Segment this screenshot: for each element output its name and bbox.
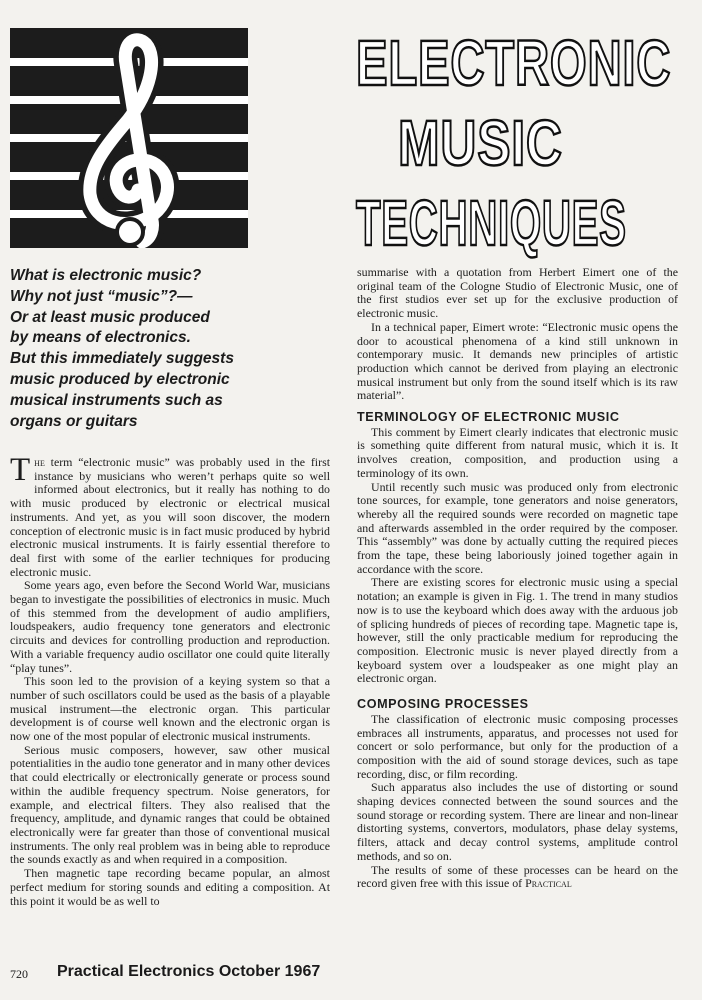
paragraph-text: The results of some of these processes can be heard on the record given free with this issue of: [357, 862, 678, 891]
title-line-1: ELECTRONIC: [356, 27, 672, 99]
section-heading: TERMINOLOGY OF ELECTRONIC MUSIC: [357, 410, 620, 425]
section-heading: COMPOSING PROCESSES: [357, 697, 529, 712]
left-column: [10, 452, 330, 908]
body-paragraph: This comment by Eimert clearly indicates that electronic music is something quite different from natural music, which it is. It involves creation, composition, and production using a terminology of its own.: [357, 424, 678, 480]
lead-in: he: [34, 455, 45, 469]
standfirst-line: Or at least music produced: [10, 308, 210, 326]
body-paragraph: In a technical paper, Eimert wrote: “Electronic music opens the door to acoustical phenomena of a kind still unknown in contemporary music. It demands new principles of artistic production which cannot be derived from playing an electronic musical instrument but only from the sound itself which is its raw material”.: [357, 319, 678, 403]
body-paragraph: [10, 452, 330, 579]
standfirst: [10, 266, 340, 432]
standfirst-line: musical instruments such as: [10, 391, 223, 409]
standfirst-line: by means of electronics.: [10, 329, 191, 347]
standfirst-line: Why not just “music”?—: [10, 287, 193, 305]
body-paragraph: This soon led to the provision of a keying system so that a number of such oscillators could be used as the basis of a playable musical instrument—the electronic organ. This particular development is of course well known and the electronic organ is now one of the most popular of electronic musical instruments.: [10, 674, 330, 744]
footer-masthead: Practical Electronics October 1967: [57, 963, 321, 980]
drop-cap: T: [10, 452, 31, 488]
body-paragraph: The classification of electronic music composing processes embraces all instruments, apparatus, and processes not used for concert or solo performance, but only for the production of a composition with the aid of sound storage devices, such as tape recording, disc, or film recording.: [357, 711, 678, 781]
treble-clef-graphic: [10, 28, 248, 248]
body-paragraph: There are existing scores for electronic music using a special notation; an example is given in Fig. 1. The trend in many studios now is to use the keyboard which does away with the arduous job of splicing hundreds of pieces of recording tape. Magnetic tape is, however, still the only practicable medium for reproducing the composition. Electronic music is never played directly from a keyboard system over a loudspeaker as one might play an electronic organ.: [357, 575, 678, 686]
body-paragraph: Then magnetic tape recording became popular, an almost perfect medium for storing sounds and editing a composition. At this point it would be as well to: [10, 866, 330, 908]
body-paragraph: [357, 864, 678, 891]
body-paragraph: Until recently such music was produced only from electronic tone sources, for example, tone generators and noise generators, whereby all the required sounds were recorded on magnetic tape and afterwards assembled in the order required by the composer. This “assembly” was done by actually cutting the required pieces from the tape, these being laboriously joined together again in accordance with the score.: [357, 479, 678, 576]
magazine-name-smallcaps: Practical: [525, 876, 572, 891]
page-number: 720: [10, 967, 28, 981]
body-paragraph: summarise with a quotation from Herbert Eimert one of the original team of the Cologne Studio of Electronic Music, one of the first studios ever set up for the exclusive production of electronic music.: [357, 265, 678, 321]
standfirst-line: music produced by electronic: [10, 370, 230, 388]
body-paragraph: Serious music composers, however, saw other musical potentialities in the audio tone generator and in many other devices that could electrically or electronically generate or process sound within the audible frequency spectrum. Noise generators, for example, and electrical filters. They also realised that the frequency, amplitude, and dynamic ranges that could be obtained electronically were far greater than those of conventional musical instruments. The only real problem was in being able to reproduce the sounds exactly as and when required in a composition.: [10, 742, 330, 867]
standfirst-line: What is electronic music?: [10, 267, 202, 284]
title-line-3: TECHNIQUES: [356, 187, 627, 259]
standfirst-line: But this immediately suggests: [10, 350, 234, 368]
title-line-2: MUSIC: [398, 107, 563, 179]
right-column: [357, 266, 678, 891]
paragraph-text: term “electronic music” was probably used in the first instance by musicians who weren’t perhaps quite so well informed about electronics, but it really has nothing to do with music produced by electronic or electrical musical instruments. And yet, as you will soon discover, the modern conception of electronic music is in fact music produced by hybrid electronic musical instruments. It is fairly essential therefore to deal first with some of the earlier techniques for producing electronic music.: [10, 455, 330, 579]
standfirst-line: organs or guitars: [10, 412, 138, 430]
body-paragraph: Such apparatus also includes the use of distorting or sound shaping devices connected between the sound sources and the sound storage or recording system. There are linear and non-linear distorting systems, convertors, modulators, phase delay systems, filters, attack and decay control systems, amplitude control methods, and so on.: [357, 780, 678, 863]
article-title: [348, 22, 698, 262]
treble-clef-icon: [10, 28, 248, 248]
body-paragraph: Some years ago, even before the Second World War, musicians began to investigate the possibilities of electronics in music. Much of this stemmed from the development of audio amplifiers, loudspeakers, audio frequency tone generators and electronic circuits and devices for controlling production and reproduction. With a variable frequency audio oscillator one could quite literally “play tunes”.: [10, 578, 330, 675]
